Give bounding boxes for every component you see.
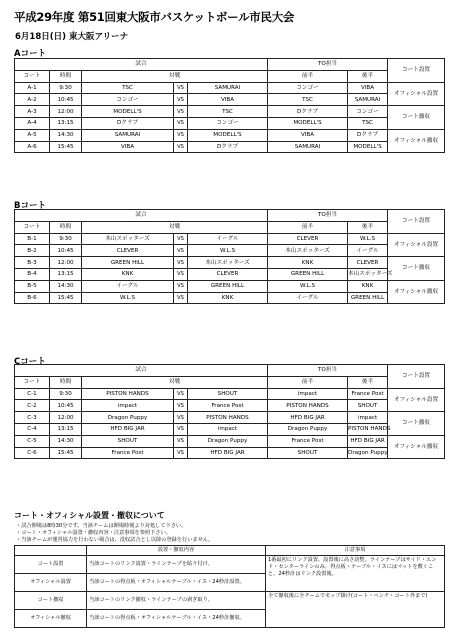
to-second-half: Dragon Puppy	[348, 447, 388, 459]
team-away: TSC	[188, 106, 268, 118]
schedule-table	[14, 58, 445, 153]
duty-label: オフィシャル設置	[388, 233, 445, 257]
vs-label: VS	[174, 388, 188, 400]
match-time: 10:45	[50, 94, 82, 106]
team-away: France Post	[188, 400, 268, 412]
vs-label: VS	[174, 400, 188, 412]
to-second-half: France Post	[348, 388, 388, 400]
court-id: A-1	[15, 82, 50, 94]
table-row	[15, 268, 445, 280]
court-id: C-2	[15, 400, 50, 412]
duty-content: 当該コートのリンク設置・ラインテープを貼り付け。	[87, 556, 266, 574]
team-away: コンゴー	[188, 117, 268, 129]
header-to: TO担当	[268, 210, 388, 222]
team-home: Dクラブ	[82, 117, 174, 129]
to-first-half: VIBA	[268, 129, 348, 141]
notes-title: コート・オフィシャル設置・撤収について	[14, 511, 165, 520]
court-id: B-1	[15, 233, 50, 245]
event-date-venue: 6月18日(日) 東大阪アリーナ	[15, 32, 129, 42]
court-section-label: Aコート	[14, 49, 47, 59]
team-home: France Post	[82, 447, 174, 459]
header-time: 時間	[50, 70, 82, 82]
table-row	[15, 141, 445, 153]
table-row	[15, 412, 445, 424]
header-setup: コート設置	[388, 365, 445, 389]
match-time: 9:30	[50, 388, 82, 400]
table-row	[15, 280, 445, 292]
team-home: SHOUT	[82, 435, 174, 447]
vs-label: VS	[174, 233, 188, 245]
team-away: impact	[188, 423, 268, 435]
vs-label: VS	[174, 423, 188, 435]
duty-header-blank	[15, 546, 87, 556]
court-section-label: Bコート	[14, 201, 46, 211]
to-second-half: impact	[348, 412, 388, 424]
duty-label: オフィシャル設置	[15, 574, 87, 592]
team-away: KNK	[188, 292, 268, 304]
to-second-half: TSC	[348, 117, 388, 129]
duty-label: オフィシャル撤収	[388, 435, 445, 459]
notes-list	[16, 523, 213, 544]
to-second-half: SHOUT	[348, 400, 388, 412]
header-opponents: 対戦	[82, 70, 268, 82]
to-second-half: イーグル	[348, 245, 388, 257]
court-id: B-4	[15, 268, 50, 280]
duty-content: 当該コートの得点板・オフィシャルテーブル・イス・24秒計設置。	[87, 574, 266, 592]
duty-label: コート撤収	[388, 412, 445, 436]
header-setup: コート設置	[388, 59, 445, 83]
header-second-half: 後半	[348, 70, 388, 82]
header-match: 試合	[15, 210, 268, 222]
match-time: 14:30	[50, 280, 82, 292]
to-first-half: PISTON HANDS	[268, 400, 348, 412]
duty-content: 当該コートのリンク撤収・ラインテープの剥ぎ取り。	[87, 592, 266, 610]
duty-label: コート撤収	[15, 592, 87, 610]
to-first-half: HFD BIG JAR	[268, 412, 348, 424]
vs-label: VS	[174, 94, 188, 106]
schedule-table	[14, 209, 445, 304]
team-away: CLEVER	[188, 268, 268, 280]
to-first-half: SHOUT	[268, 447, 348, 459]
vs-label: VS	[174, 245, 188, 257]
team-away: GREEN HILL	[188, 280, 268, 292]
note-line: ・コート・オフィシャル設置・撤収内容・注意事項を参照下さい。	[16, 530, 171, 536]
team-home: イーグル	[82, 280, 174, 292]
match-time: 13:15	[50, 268, 82, 280]
match-time: 9:30	[50, 233, 82, 245]
header-time: 時間	[50, 221, 82, 233]
team-away: VIBA	[188, 94, 268, 106]
to-second-half: GREEN HILL	[348, 292, 388, 304]
match-time: 15:45	[50, 447, 82, 459]
court-id: A-3	[15, 106, 50, 118]
duty-label: オフィシャル撤収	[388, 280, 445, 304]
header-match: 試合	[15, 59, 268, 71]
court-id: A-6	[15, 141, 50, 153]
to-first-half: MODELL'S	[268, 117, 348, 129]
to-second-half: MODELL'S	[348, 141, 388, 153]
duty-label: オフィシャル撤収	[15, 610, 87, 628]
team-away: PISTON HANDS	[188, 412, 268, 424]
court-id: C-5	[15, 435, 50, 447]
team-home: HFD BIG JAR	[82, 423, 174, 435]
vs-label: VS	[174, 447, 188, 459]
table-row	[15, 400, 445, 412]
to-second-half: W.L.S	[348, 233, 388, 245]
court-id: B-6	[15, 292, 50, 304]
to-first-half: TSC	[268, 94, 348, 106]
vs-label: VS	[174, 412, 188, 424]
team-home: W.L.S	[82, 292, 174, 304]
vs-label: VS	[174, 117, 188, 129]
team-home: 本山スポッターズ	[82, 233, 174, 245]
note-line: ・試合開場は8時30分です。当該チームは開場時刻より対処して下さい。	[16, 523, 187, 529]
team-away: W.L.S	[188, 245, 268, 257]
to-first-half: Dragon Puppy	[268, 423, 348, 435]
to-first-half: 本山スポッターズ	[268, 245, 348, 257]
court-id: B-3	[15, 257, 50, 269]
duty-header-remarks: 注意事項	[266, 546, 445, 556]
team-home: PISTON HANDS	[82, 388, 174, 400]
team-home: Dragon Puppy	[82, 412, 174, 424]
team-home: GREEN HILL	[82, 257, 174, 269]
vs-label: VS	[174, 257, 188, 269]
table-row	[15, 245, 445, 257]
table-row	[15, 233, 445, 245]
to-second-half: VIBA	[348, 82, 388, 94]
to-first-half: イーグル	[268, 292, 348, 304]
to-first-half: KNK	[268, 257, 348, 269]
team-home: impact	[82, 400, 174, 412]
header-to: TO担当	[268, 365, 388, 377]
to-second-half: コンゴー	[348, 106, 388, 118]
header-court: コート	[15, 376, 50, 388]
duty-label: コート設置	[15, 556, 87, 574]
duty-remarks-setup: 1番最初にリンク設置。設置後に高さ訪整。ラインテープはサイド・エンド・センターラインのみ。得点板・テーブル・イスにはマットを敷くこと。24秒計はリンク設置後。	[266, 556, 445, 592]
page-title: 平成29年度 第51回東大阪市バスケットボール市民大会	[14, 10, 295, 24]
team-away: イーグル	[188, 233, 268, 245]
header-setup: コート設置	[388, 210, 445, 234]
vs-label: VS	[174, 268, 188, 280]
match-time: 13:15	[50, 117, 82, 129]
duty-label: オフィシャル設置	[388, 82, 445, 106]
to-first-half: GREEN HILL	[268, 268, 348, 280]
team-home: SAMURAI	[82, 129, 174, 141]
court-id: C-3	[15, 412, 50, 424]
table-row	[15, 388, 445, 400]
to-first-half: Dクラブ	[268, 106, 348, 118]
table-row	[15, 292, 445, 304]
court-id: C-6	[15, 447, 50, 459]
court-id: A-2	[15, 94, 50, 106]
table-row	[15, 94, 445, 106]
court-id: C-1	[15, 388, 50, 400]
match-time: 15:45	[50, 292, 82, 304]
team-home: コンゴー	[82, 94, 174, 106]
header-second-half: 後半	[348, 376, 388, 388]
match-time: 14:30	[50, 129, 82, 141]
match-time: 10:45	[50, 400, 82, 412]
match-time: 13:15	[50, 423, 82, 435]
team-home: CLEVER	[82, 245, 174, 257]
to-first-half: France Post	[268, 435, 348, 447]
match-time: 15:45	[50, 141, 82, 153]
team-home: KNK	[82, 268, 174, 280]
vs-label: VS	[174, 435, 188, 447]
team-home: VIBA	[82, 141, 174, 153]
to-second-half: SAMURAI	[348, 94, 388, 106]
header-court: コート	[15, 70, 50, 82]
duty-content: 当該コートの得点板・オフィシャルテーブル・イス・24秒計撤収。	[87, 610, 266, 628]
team-away: HFD BIG JAR	[188, 447, 268, 459]
to-first-half: CLEVER	[268, 233, 348, 245]
match-time: 9:30	[50, 82, 82, 94]
duty-label: コート撤収	[388, 257, 445, 281]
to-second-half: 本山スポッターズ	[348, 268, 388, 280]
vs-label: VS	[174, 106, 188, 118]
header-first-half: 前半	[268, 221, 348, 233]
header-first-half: 前半	[268, 70, 348, 82]
header-opponents: 対戦	[82, 221, 268, 233]
team-away: MODELL'S	[188, 129, 268, 141]
to-first-half: SAMURAI	[268, 141, 348, 153]
duty-table	[14, 545, 445, 628]
team-away: SAMURAI	[188, 82, 268, 94]
match-time: 12:00	[50, 412, 82, 424]
table-row	[15, 423, 445, 435]
team-away: 本山スポッターズ	[188, 257, 268, 269]
to-second-half: KNK	[348, 280, 388, 292]
to-first-half: W.L.S	[268, 280, 348, 292]
to-first-half: impact	[268, 388, 348, 400]
table-row	[15, 117, 445, 129]
header-to: TO担当	[268, 59, 388, 71]
header-opponents: 対戦	[82, 376, 268, 388]
table-row	[15, 129, 445, 141]
table-row	[15, 82, 445, 94]
header-time: 時間	[50, 376, 82, 388]
to-second-half: Dクラブ	[348, 129, 388, 141]
team-away: Dクラブ	[188, 141, 268, 153]
table-row	[15, 106, 445, 118]
duty-label: オフィシャル設置	[388, 388, 445, 412]
to-first-half: コンゴー	[268, 82, 348, 94]
duty-remarks-teardown: 全て撤収後に全チームでモップ掛け(コート・ベンチ・コート外まで)	[266, 592, 445, 628]
header-match: 試合	[15, 365, 268, 377]
header-first-half: 前半	[268, 376, 348, 388]
header-court: コート	[15, 221, 50, 233]
vs-label: VS	[174, 141, 188, 153]
match-time: 14:30	[50, 435, 82, 447]
team-away: SHOUT	[188, 388, 268, 400]
vs-label: VS	[174, 129, 188, 141]
duty-header-content: 設置・撤収内容	[87, 546, 266, 556]
vs-label: VS	[174, 292, 188, 304]
court-id: C-4	[15, 423, 50, 435]
match-time: 10:45	[50, 245, 82, 257]
match-time: 12:00	[50, 106, 82, 118]
note-line: ・当該チームが運営協力を行わない場合は、没収試合とし以降の登録を行いません。	[16, 537, 214, 543]
team-home: MODELL'S	[82, 106, 174, 118]
court-section-label: Cコート	[14, 357, 46, 367]
court-id: A-5	[15, 129, 50, 141]
team-away: Dragon Puppy	[188, 435, 268, 447]
header-second-half: 後半	[348, 221, 388, 233]
duty-label: コート撤収	[388, 106, 445, 130]
vs-label: VS	[174, 280, 188, 292]
duty-label: オフィシャル撤収	[388, 129, 445, 153]
table-row	[15, 257, 445, 269]
court-id: B-2	[15, 245, 50, 257]
court-id: A-4	[15, 117, 50, 129]
court-id: B-5	[15, 280, 50, 292]
to-second-half: PISTON HANDS	[348, 423, 388, 435]
team-home: TSC	[82, 82, 174, 94]
table-row	[15, 447, 445, 459]
to-second-half: CLEVER	[348, 257, 388, 269]
to-second-half: HFD BIG JAR	[348, 435, 388, 447]
match-time: 12:00	[50, 257, 82, 269]
table-row	[15, 435, 445, 447]
vs-label: VS	[174, 82, 188, 94]
schedule-table	[14, 364, 445, 459]
